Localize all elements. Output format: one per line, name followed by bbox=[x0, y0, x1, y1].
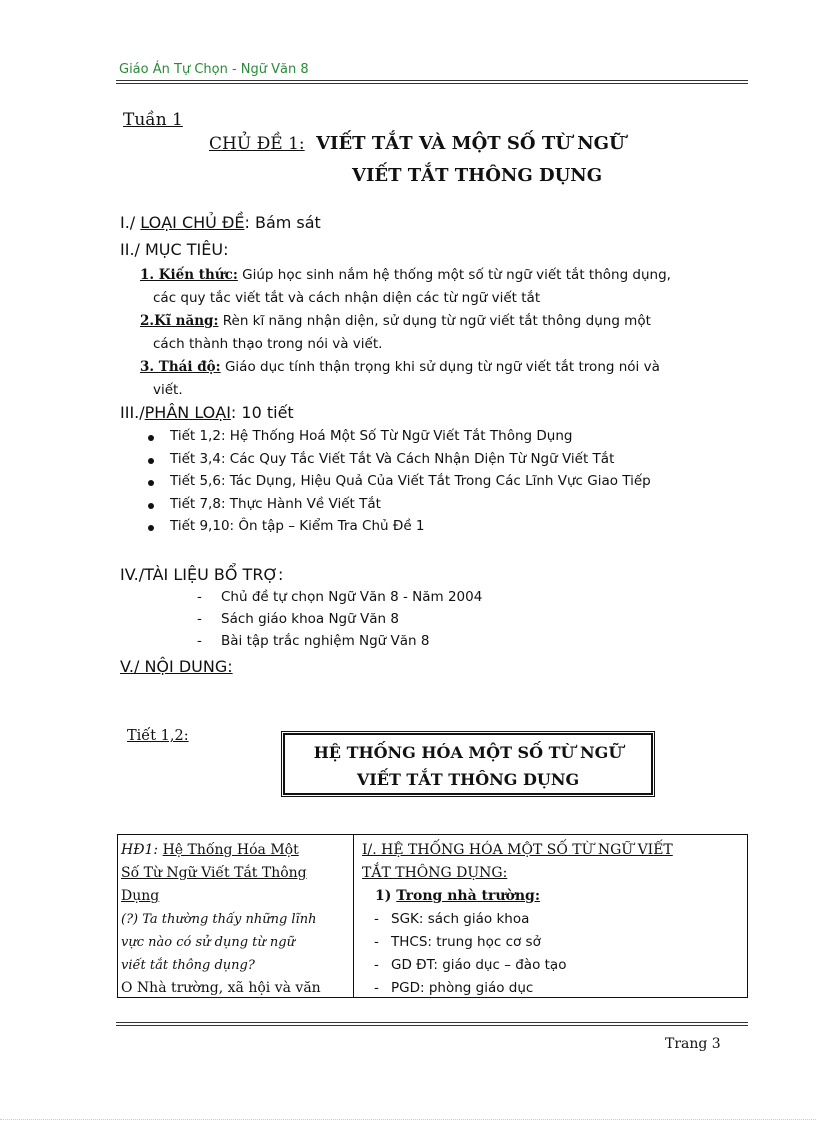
section-tai-lieu: IV./TÀI LIỆU BỔ TRỢ: bbox=[120, 565, 284, 584]
objective-label: 2.Kĩ năng: bbox=[140, 313, 219, 329]
lesson-list bbox=[145, 428, 755, 541]
list-item: Tiết 3,4: Các Quy Tắc Viết Tắt Và Cách Nhận Diện Từ Ngữ Viết Tắt bbox=[145, 451, 755, 474]
objective-text: Giáo dục tính thận trọng khi sử dụng từ ngữ viết tắt trong nói và bbox=[220, 359, 660, 375]
page-number: Trang 3 bbox=[665, 1036, 721, 1052]
lesson-title-line2: VIẾT TẮT THÔNG DỤNG bbox=[356, 770, 580, 789]
objective-kien-thuc bbox=[140, 264, 750, 310]
reference-list bbox=[197, 589, 697, 655]
question-line: (?) Ta thường thấy những lĩnh bbox=[121, 912, 317, 927]
activity-column bbox=[118, 835, 354, 997]
list-item: - SGK: sách giáo khoa bbox=[362, 908, 740, 931]
section-muc-tieu: II./ MỤC TIÊU: bbox=[120, 240, 229, 259]
topic-label: CHỦ ĐỀ 1: bbox=[209, 134, 305, 154]
content-heading: I/. HỆ THỐNG HÓA MỘT SỐ TỪ NGỮ VIẾT bbox=[362, 842, 673, 858]
section-loai-chu-de bbox=[120, 213, 321, 232]
section-prefix: I./ bbox=[120, 213, 141, 232]
content-heading-cont: TẮT THÔNG DỤNG: bbox=[362, 865, 508, 881]
footer-rule bbox=[116, 1022, 748, 1026]
activity-code: HĐ1: bbox=[121, 842, 159, 858]
list-item: - PGD: phòng giáo dục bbox=[362, 977, 740, 997]
week-label: Tuần 1 bbox=[123, 110, 183, 130]
objective-text: Giúp học sinh nắm hệ thống một số từ ngữ viết tắt thông dụng, bbox=[237, 267, 671, 283]
question-line: vực nào có sử dụng từ ngữ bbox=[121, 935, 295, 950]
objective-ki-nang bbox=[140, 310, 750, 356]
section-prefix: III./ bbox=[120, 403, 145, 422]
activity-title: Hệ Thống Hóa Một bbox=[162, 842, 299, 858]
objective-text: Rèn kĩ năng nhận diện, sử dụng từ ngữ viết tắt thông dụng một bbox=[218, 313, 651, 329]
running-header: Giáo Án Tự Chọn - Ngữ Văn 8 bbox=[119, 62, 309, 77]
lesson-table bbox=[117, 834, 748, 998]
answer-line: O Nhà trường, xã hội và văn bbox=[121, 980, 321, 996]
question-line: viết tắt thông dụng? bbox=[121, 958, 255, 973]
list-item: Tiết 9,10: Ôn tập – Kiểm Tra Chủ Đề 1 bbox=[145, 518, 755, 541]
objective-text-cont: cách thành thạo trong nói và viết. bbox=[153, 336, 383, 352]
abbreviation-list bbox=[362, 908, 740, 997]
subheading-label: Trong nhà trường: bbox=[396, 888, 541, 904]
content-subheading bbox=[362, 885, 740, 908]
header-rule bbox=[116, 80, 748, 84]
list-item: - Bài tập trắc nghiệm Ngữ Văn 8 bbox=[197, 633, 697, 655]
list-item: Tiết 7,8: Thực Hành Về Viết Tắt bbox=[145, 496, 755, 519]
objective-label: 3. Thái độ: bbox=[140, 359, 221, 375]
section-noi-dung: V./ NỘI DUNG: bbox=[120, 657, 233, 676]
topic-title-line1: VIẾT TẮT VÀ MỘT SỐ TỪ NGỮ bbox=[316, 133, 625, 154]
objective-label: 1. Kiến thức: bbox=[140, 267, 238, 283]
objective-text-cont: viết. bbox=[153, 382, 183, 398]
list-item: Tiết 5,6: Tác Dụng, Hiệu Quả Của Viết Tắt Trong Các Lĩnh Vực Giao Tiếp bbox=[145, 473, 755, 496]
section-value: : 10 tiết bbox=[230, 403, 294, 422]
section-phan-loai bbox=[120, 403, 294, 422]
content-column bbox=[355, 835, 747, 997]
topic-title bbox=[209, 133, 625, 154]
section-value: : Bám sát bbox=[244, 213, 321, 232]
lesson-title-line1: HỆ THỐNG HÓA MỘT SỐ TỪ NGỮ bbox=[313, 743, 623, 762]
activity-title-cont: Dụng bbox=[121, 888, 160, 904]
subheading-number: 1) bbox=[375, 888, 397, 904]
section-label: PHÂN LOẠI bbox=[144, 403, 231, 422]
list-item: - Sách giáo khoa Ngữ Văn 8 bbox=[197, 611, 697, 633]
page-edge bbox=[0, 1119, 816, 1120]
activity-title-cont: Số Từ Ngữ Viết Tắt Thông bbox=[121, 865, 307, 881]
section-label: LOẠI CHỦ ĐỀ bbox=[140, 213, 245, 232]
objective-thai-do bbox=[140, 356, 750, 402]
list-item: - THCS: trung học cơ sở bbox=[362, 931, 740, 954]
list-item: Tiết 1,2: Hệ Thống Hoá Một Số Từ Ngữ Viết Tắt Thông Dụng bbox=[145, 428, 755, 451]
list-item: - Chủ đề tự chọn Ngữ Văn 8 - Năm 2004 bbox=[197, 589, 697, 611]
lesson-label: Tiết 1,2: bbox=[127, 728, 189, 744]
topic-title-line2: VIẾT TẮT THÔNG DỤNG bbox=[352, 165, 603, 186]
objective-text-cont: các quy tắc viết tắt và cách nhận diện các từ ngữ viết tắt bbox=[153, 290, 541, 306]
lesson-title-box bbox=[283, 733, 653, 795]
list-item: - GD ĐT: giáo dục – đào tạo bbox=[362, 954, 740, 977]
